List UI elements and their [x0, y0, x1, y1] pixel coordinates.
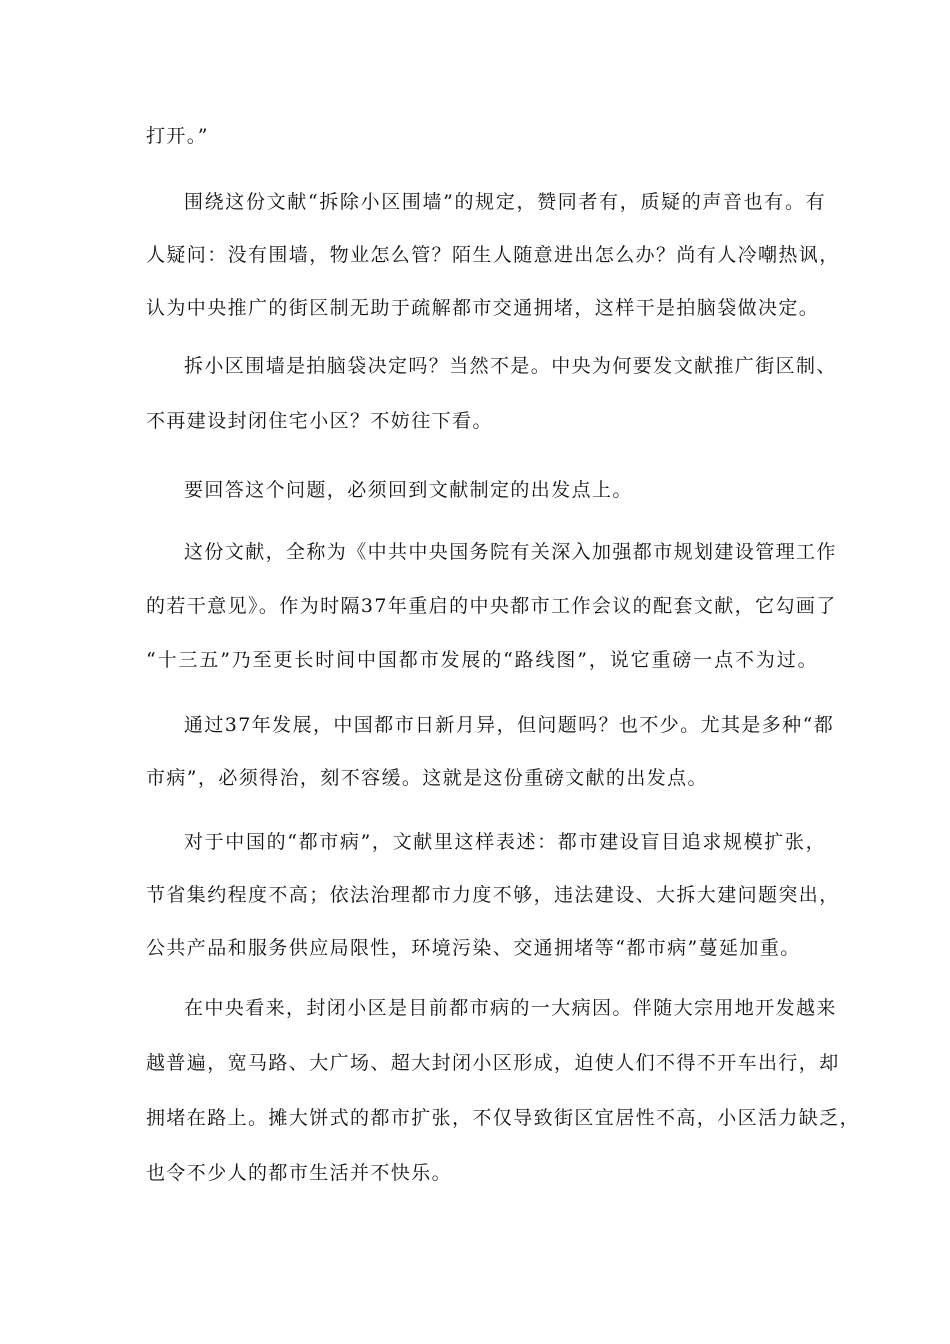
text-line: 认为中央推广的街区制无助于疏解都市交通拥堵，这样干是拍脑袋做决定。 [146, 297, 820, 319]
text-line: 越普遍，宽马路、大广场、超大封闭小区形成，迫使人们不得不开车出行，却 [146, 1052, 840, 1074]
text-line: 节省集约程度不高；依法治理都市力度不够，违法建设、大拆大建问题突出， [146, 884, 840, 906]
text-line: 不再建设封闭住宅小区？不妨往下看。 [146, 410, 493, 432]
paragraph-first-line: 拆小区围墙是拍脑袋决定吗？当然不是。中央为何要发文献推广街区制、 [184, 355, 837, 377]
text-line: 人疑问：没有围墙，物业怎么管？陌生人随意进出怎么办？尚有人冷嘲热讽， [146, 244, 840, 266]
text-line: “十三五”乃至更长时间中国都市发展的“路线图”，说它重磅一点不为过。 [146, 649, 818, 671]
text-line: 市病”，必须得治，刻不容缓。这就是这份重磅文献的出发点。 [146, 767, 708, 789]
paragraph-first-line: 要回答这个问题，必须回到文献制定的出发点上。 [184, 479, 633, 501]
paragraph-first-line: 在中央看来，封闭小区是目前都市病的一大病因。伴随大宗用地开发越来 [184, 997, 837, 1019]
text-line: 打开。” [146, 125, 209, 147]
paragraph-first-line: 这份文献，全称为《中共中央国务院有关深入加强都市规划建设管理工作 [184, 541, 837, 563]
paragraph-first-line: 通过37年发展，中国都市日新月异，但问题吗？也不少。尤其是多种“都 [184, 714, 835, 736]
text-line: 公共产品和服务供应局限性，环境污染、交通拥堵等“都市病”蔓延加重。 [146, 937, 801, 959]
text-line: 的若干意见》。作为时隔37年重启的中央都市工作会议的配套文献，它勾画了 [146, 595, 837, 617]
paragraph-first-line: 围绕这份文献“拆除小区围墙”的规定，赞同者有，质疑的声音也有。有 [184, 191, 826, 213]
text-line: 也令不少人的都市生活并不快乐。 [146, 1162, 453, 1184]
text-line: 拥堵在路上。摊大饼式的都市扩张，不仅导致街区宜居性不高，小区活力缺乏， [146, 1107, 861, 1129]
paragraph-first-line: 对于中国的“都市病”，文献里这样表述：都市建设盲目追求规模扩张， [184, 831, 826, 853]
